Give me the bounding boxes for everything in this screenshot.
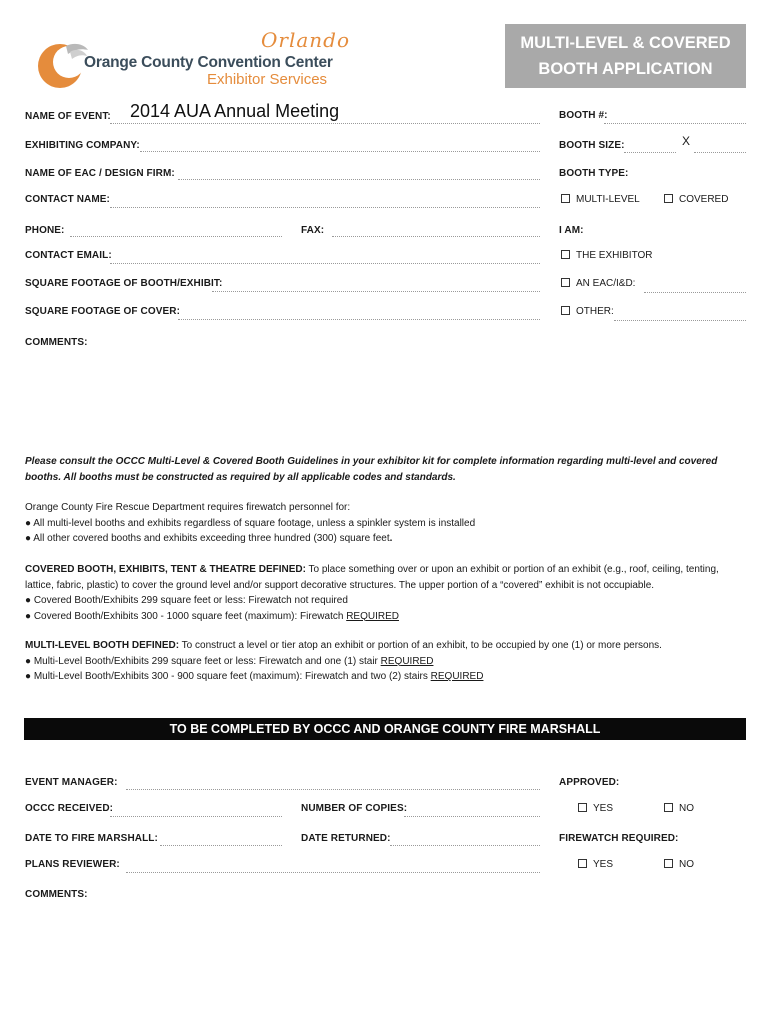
covered-description: To place something over or upon an exhibit or portion of an exhibit (e.g., roof, ceiling, tenting, lattice, fabric, plastic) to cover the ground level and/or support decorative structures. The upper portion of a “covered” exhibit is not occupiable. bbox=[25, 564, 719, 591]
covered-heading: COVERED BOOTH, EXHIBITS, TENT & THEATRE DEFINED: bbox=[25, 564, 306, 575]
eac-option-field[interactable] bbox=[644, 292, 746, 293]
crescent-logo-icon bbox=[36, 40, 88, 92]
eac-option-label: AN EAC/I&D: bbox=[576, 278, 636, 289]
multilevel-heading: MULTI-LEVEL BOOTH DEFINED: bbox=[25, 640, 180, 651]
phone-label: PHONE: bbox=[25, 225, 65, 236]
multilevel-item-text: ● Multi-Level Booth/Exhibits 300 - 900 square feet (maximum): Firewatch and two (2) stairs bbox=[25, 671, 431, 682]
covered-definition-text bbox=[25, 562, 747, 593]
required-text: REQUIRED bbox=[430, 671, 484, 682]
checkbox-icon[interactable] bbox=[664, 859, 673, 868]
no-label: NO bbox=[679, 859, 694, 870]
firewatch-item bbox=[25, 531, 747, 547]
checkbox-icon[interactable] bbox=[561, 250, 570, 259]
guidelines-notice: Please consult the OCCC Multi-Level & Covered Booth Guidelines in your exhibitor kit for complete information regarding multi-level and covered booths. All booths must be constructed as required by all applicable codes and standards. bbox=[25, 456, 718, 483]
i-am-label: I AM: bbox=[559, 225, 584, 236]
phone-field[interactable] bbox=[70, 236, 282, 237]
approved-no-option[interactable] bbox=[664, 803, 694, 814]
multilevel-description: To construct a level or tier atop an exhibit or portion of an exhibit, to be occupied by one (1) or more persons. bbox=[179, 640, 662, 651]
form-title bbox=[505, 24, 746, 88]
multilevel-option-label: MULTI-LEVEL bbox=[576, 194, 640, 205]
approved-yes-option[interactable] bbox=[578, 803, 613, 814]
covered-item-text: ● Covered Booth/Exhibits 300 - 1000 square feet (maximum): Firewatch bbox=[25, 610, 347, 622]
sqft-booth-label: SQUARE FOOTAGE OF BOOTH/EXHIBIT: bbox=[25, 278, 223, 289]
fax-field[interactable] bbox=[332, 236, 540, 237]
firewatch-required-label: FIREWATCH REQUIRED: bbox=[559, 833, 679, 844]
checkbox-icon[interactable] bbox=[664, 803, 673, 812]
multilevel-item bbox=[25, 654, 747, 670]
sqft-cover-label: SQUARE FOOTAGE OF COVER: bbox=[25, 306, 180, 317]
required-text: REQUIRED bbox=[380, 655, 434, 667]
fax-label: FAX: bbox=[301, 225, 325, 236]
other-option[interactable] bbox=[561, 306, 614, 317]
occc-received-field[interactable] bbox=[110, 816, 282, 817]
approved-label: APPROVED: bbox=[559, 777, 620, 788]
office-comments-label: COMMENTS: bbox=[25, 889, 88, 900]
logo-name: Orange County Convention Center bbox=[84, 54, 333, 71]
booth-size-label: BOOTH SIZE: bbox=[559, 140, 625, 151]
no-label: NO bbox=[679, 803, 694, 814]
occc-logo bbox=[36, 30, 356, 92]
firewatch-item-text: ● All other covered booths and exhibits exceeding three hundred (300) square feet bbox=[25, 533, 390, 544]
covered-definition bbox=[25, 562, 747, 624]
form-title-line2: BOOTH APPLICATION bbox=[538, 60, 713, 78]
checkbox-icon[interactable] bbox=[561, 306, 570, 315]
date-returned-field[interactable] bbox=[390, 845, 540, 846]
occc-received-label: OCCC RECEIVED: bbox=[25, 803, 114, 814]
plans-reviewer-field[interactable] bbox=[126, 872, 540, 873]
checkbox-icon[interactable] bbox=[561, 278, 570, 287]
multilevel-definition bbox=[25, 638, 747, 685]
event-name-field[interactable] bbox=[110, 123, 540, 124]
other-option-field[interactable] bbox=[614, 320, 746, 321]
logo-script-text: Orlando bbox=[261, 28, 351, 52]
required-text: REQUIRED bbox=[346, 610, 399, 622]
booth-size-width-field[interactable] bbox=[624, 152, 676, 153]
checkbox-icon[interactable] bbox=[578, 859, 587, 868]
eac-design-firm-field[interactable] bbox=[178, 179, 540, 180]
firewatch-item-period: . bbox=[389, 533, 393, 544]
covered-option-label: COVERED bbox=[679, 194, 729, 205]
date-to-fire-marshall-label: DATE TO FIRE MARSHALL: bbox=[25, 833, 158, 844]
event-manager-label: EVENT MANAGER: bbox=[25, 777, 118, 788]
firewatch-intro: Orange County Fire Rescue Department requires firewatch personnel for: bbox=[25, 502, 351, 513]
exhibitor-option-label: THE EXHIBITOR bbox=[576, 250, 653, 261]
firewatch-item: ● All multi-level booths and exhibits regardless of square footage, unless a spinkler system is installed bbox=[25, 517, 476, 529]
exhibitor-option[interactable] bbox=[561, 250, 653, 261]
multilevel-definition-text bbox=[25, 638, 747, 654]
exhibiting-company-label: EXHIBITING COMPANY: bbox=[25, 140, 140, 151]
other-option-label: OTHER: bbox=[576, 306, 614, 317]
checkbox-icon[interactable] bbox=[578, 803, 587, 812]
eac-option[interactable] bbox=[561, 278, 635, 289]
covered-item: ● Covered Booth/Exhibits 299 square feet or less: Firewatch not required bbox=[25, 595, 348, 606]
office-use-banner: TO BE COMPLETED BY OCCC AND ORANGE COUNTY FIRE MARSHALL bbox=[24, 718, 746, 740]
booth-number-field[interactable] bbox=[604, 123, 746, 124]
number-of-copies-label: NUMBER OF COPIES: bbox=[301, 803, 408, 814]
contact-name-field[interactable] bbox=[110, 207, 540, 208]
event-manager-field[interactable] bbox=[126, 789, 540, 790]
contact-email-field[interactable] bbox=[110, 263, 540, 264]
plans-reviewer-label: PLANS REVIEWER: bbox=[25, 859, 120, 870]
comments-label: COMMENTS: bbox=[25, 337, 88, 348]
booth-number-label: BOOTH #: bbox=[559, 110, 608, 121]
booth-size-x: X bbox=[682, 134, 691, 148]
firewatch-no-option[interactable] bbox=[664, 859, 694, 870]
firewatch-yes-option[interactable] bbox=[578, 859, 613, 870]
eac-design-firm-label: NAME OF EAC / DESIGN FIRM: bbox=[25, 168, 175, 179]
event-name-value[interactable]: 2014 AUA Annual Meeting bbox=[130, 101, 340, 121]
multilevel-option[interactable] bbox=[561, 194, 640, 205]
event-name-label: NAME OF EVENT: bbox=[25, 111, 111, 122]
logo-subtitle: Exhibitor Services bbox=[207, 71, 328, 88]
date-returned-label: DATE RETURNED: bbox=[301, 833, 391, 844]
yes-label: YES bbox=[593, 859, 614, 870]
checkbox-icon[interactable] bbox=[664, 194, 673, 203]
covered-option[interactable] bbox=[664, 194, 728, 205]
date-to-fire-marshall-field[interactable] bbox=[160, 845, 282, 846]
contact-email-label: CONTACT EMAIL: bbox=[25, 250, 112, 261]
booth-type-label: BOOTH TYPE: bbox=[559, 168, 629, 179]
form-title-line1: MULTI-LEVEL & COVERED bbox=[520, 34, 731, 52]
firewatch-section bbox=[25, 500, 747, 547]
sqft-cover-field[interactable] bbox=[178, 319, 540, 320]
number-of-copies-field[interactable] bbox=[404, 816, 540, 817]
contact-name-label: CONTACT NAME: bbox=[25, 194, 110, 205]
covered-item bbox=[25, 609, 747, 625]
sqft-booth-field[interactable] bbox=[212, 291, 540, 292]
booth-size-depth-field[interactable] bbox=[694, 152, 746, 153]
multilevel-item bbox=[25, 669, 747, 685]
multilevel-item-text: ● Multi-Level Booth/Exhibits 299 square feet or less: Firewatch and one (1) stair bbox=[25, 655, 381, 667]
exhibiting-company-field[interactable] bbox=[140, 151, 540, 152]
yes-label: YES bbox=[593, 803, 614, 814]
checkbox-icon[interactable] bbox=[561, 194, 570, 203]
